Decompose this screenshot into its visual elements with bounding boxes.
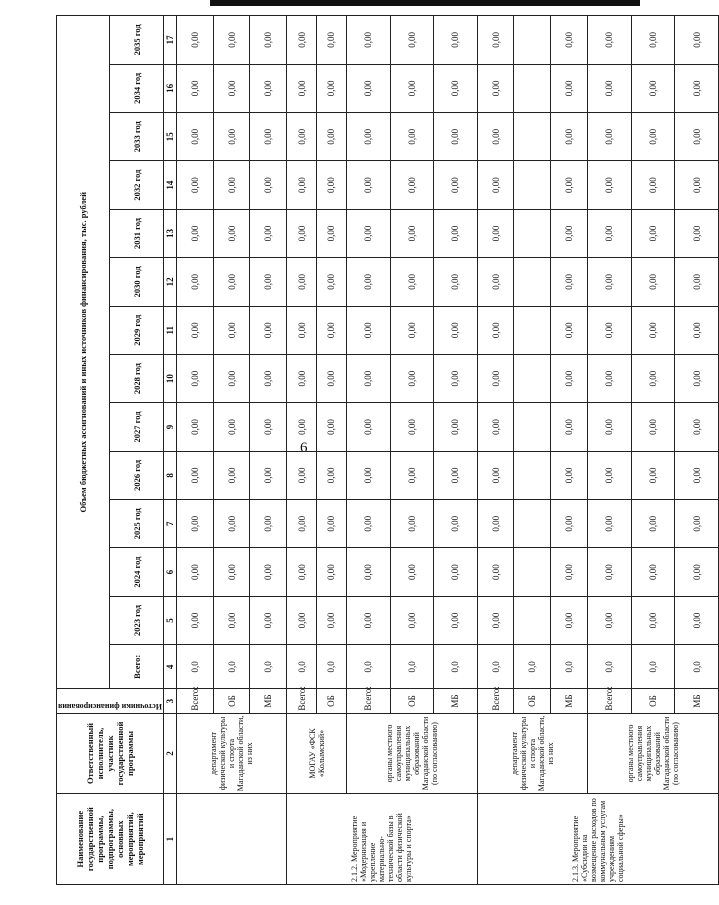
column-number: 8	[163, 451, 176, 499]
value-cell: 0,00	[176, 209, 213, 257]
value-cell: 0,00	[675, 403, 719, 451]
source-cell: ОБ	[514, 689, 551, 713]
value-cell: 0,00	[346, 16, 390, 65]
value-cell: 0,00	[176, 596, 213, 644]
value-cell: 0,00	[176, 500, 213, 548]
value-cell: 0,00	[551, 258, 588, 306]
value-cell: 0,00	[631, 500, 675, 548]
column-number: 16	[163, 64, 176, 112]
value-cell: 0,00	[213, 596, 250, 644]
total-cell: 0,0	[390, 645, 434, 689]
value-cell: 0,00	[675, 113, 719, 161]
value-cell: 0,00	[477, 16, 514, 65]
value-cell: 0,00	[390, 258, 434, 306]
value-cell: 0,00	[287, 451, 317, 499]
column-number: 17	[163, 16, 176, 65]
value-cell: 0,00	[477, 306, 514, 354]
value-cell: 0,00	[477, 596, 514, 644]
column-number: 1	[163, 794, 176, 885]
value-cell	[514, 209, 551, 257]
column-number: 9	[163, 403, 176, 451]
value-cell: 0,00	[250, 16, 287, 65]
value-cell: 0,00	[675, 258, 719, 306]
value-cell: 0,00	[176, 403, 213, 451]
value-cell: 0,00	[551, 354, 588, 402]
value-cell: 0,00	[317, 500, 347, 548]
value-cell: 0,00	[176, 64, 213, 112]
value-cell: 0,00	[287, 161, 317, 209]
value-cell: 0,00	[250, 354, 287, 402]
value-cell: 0,00	[434, 354, 478, 402]
value-cell	[514, 596, 551, 644]
value-cell: 0,00	[675, 64, 719, 112]
value-cell: 0,00	[631, 548, 675, 596]
header-executor: Ответственный исполнитель, участник государственной программы	[57, 713, 164, 794]
column-number: 10	[163, 354, 176, 402]
column-number: 15	[163, 113, 176, 161]
value-cell: 0,00	[390, 500, 434, 548]
value-cell: 0,00	[250, 451, 287, 499]
value-cell	[514, 500, 551, 548]
value-cell: 0,00	[317, 258, 347, 306]
value-cell: 0,00	[287, 258, 317, 306]
value-cell: 0,00	[250, 403, 287, 451]
column-number: 2	[163, 713, 176, 794]
value-cell: 0,00	[287, 548, 317, 596]
value-cell: 0,00	[587, 451, 631, 499]
value-cell: 0,00	[551, 64, 588, 112]
column-number: 14	[163, 161, 176, 209]
column-number: 3	[163, 689, 176, 713]
value-cell: 0,00	[287, 403, 317, 451]
value-cell: 0,00	[477, 209, 514, 257]
value-cell: 0,00	[346, 596, 390, 644]
header-year: 2026 год	[110, 451, 164, 499]
value-cell: 0,00	[213, 64, 250, 112]
value-cell: 0,00	[317, 451, 347, 499]
value-cell: 0,00	[434, 209, 478, 257]
header-total: Всего:	[110, 645, 164, 689]
header-year: 2028 год	[110, 354, 164, 402]
value-cell: 0,00	[317, 64, 347, 112]
value-cell: 0,00	[317, 548, 347, 596]
top-edge-line	[210, 0, 640, 6]
value-cell	[514, 306, 551, 354]
total-cell: 0,0	[346, 645, 390, 689]
value-cell: 0,00	[346, 354, 390, 402]
header-year: 2027 год	[110, 403, 164, 451]
value-cell: 0,00	[631, 596, 675, 644]
value-cell: 0,00	[631, 113, 675, 161]
value-cell: 0,00	[551, 209, 588, 257]
total-cell: 0,0	[631, 645, 675, 689]
value-cell: 0,00	[213, 403, 250, 451]
value-cell: 0,00	[675, 306, 719, 354]
total-cell: 0,0	[434, 645, 478, 689]
value-cell: 0,00	[390, 403, 434, 451]
value-cell: 0,00	[176, 16, 213, 65]
value-cell: 0,00	[631, 403, 675, 451]
value-cell: 0,00	[390, 64, 434, 112]
total-cell: 0,0	[551, 645, 588, 689]
column-number: 11	[163, 306, 176, 354]
financing-table	[56, 15, 719, 885]
value-cell: 0,00	[176, 258, 213, 306]
value-cell: 0,00	[477, 258, 514, 306]
header-year: 2031 год	[110, 209, 164, 257]
value-cell: 0,00	[551, 16, 588, 65]
header-source-text: Источники финансирования	[58, 701, 162, 711]
value-cell: 0,00	[477, 113, 514, 161]
value-cell: 0,00	[390, 113, 434, 161]
column-number: 13	[163, 209, 176, 257]
value-cell: 0,00	[675, 596, 719, 644]
value-cell: 0,00	[477, 64, 514, 112]
value-cell: 0,00	[287, 16, 317, 65]
value-cell: 0,00	[213, 306, 250, 354]
column-number: 7	[163, 500, 176, 548]
value-cell: 0,00	[434, 500, 478, 548]
value-cell: 0,00	[390, 451, 434, 499]
value-cell: 0,00	[675, 209, 719, 257]
executor-cell: органы местного самоуправления муниципальных образований Магаданской области (по согласованию)	[587, 713, 718, 794]
value-cell	[514, 113, 551, 161]
total-cell: 0,0	[250, 645, 287, 689]
value-cell: 0,00	[434, 451, 478, 499]
value-cell: 0,00	[317, 161, 347, 209]
value-cell: 0,00	[390, 306, 434, 354]
value-cell: 0,00	[477, 548, 514, 596]
total-cell: 0,0	[675, 645, 719, 689]
value-cell: 0,00	[675, 500, 719, 548]
value-cell: 0,00	[250, 306, 287, 354]
value-cell: 0,00	[587, 596, 631, 644]
value-cell: 0,00	[390, 548, 434, 596]
value-cell	[514, 16, 551, 65]
value-cell: 0,00	[587, 306, 631, 354]
value-cell: 0,00	[250, 161, 287, 209]
value-cell: 0,00	[176, 161, 213, 209]
source-cell: Всего:	[176, 689, 213, 713]
column-number-row	[163, 16, 176, 885]
value-cell: 0,00	[317, 596, 347, 644]
total-cell: 0,0	[514, 645, 551, 689]
value-cell: 0,00	[317, 354, 347, 402]
value-cell	[514, 161, 551, 209]
value-cell	[514, 64, 551, 112]
value-cell: 0,00	[434, 306, 478, 354]
value-cell: 0,00	[390, 596, 434, 644]
table-body	[176, 16, 718, 885]
value-cell: 0,00	[250, 258, 287, 306]
value-cell: 0,00	[587, 354, 631, 402]
value-cell: 0,00	[477, 403, 514, 451]
value-cell: 0,00	[176, 113, 213, 161]
source-cell: Всего:	[587, 689, 631, 713]
value-cell: 0,00	[434, 113, 478, 161]
value-cell: 0,00	[434, 596, 478, 644]
source-cell: МБ	[551, 689, 588, 713]
total-cell: 0,0	[587, 645, 631, 689]
program-name-cell: 2.1.2. Мероприятие «Модернизация и укрепление материально-технической базы в области физической культуры и спорта»	[287, 794, 478, 885]
value-cell: 0,00	[250, 596, 287, 644]
header-group: Объем бюджетных ассигнований и иных источников финансирования, тыс. рублей	[57, 16, 110, 689]
source-cell: МБ	[675, 689, 719, 713]
value-cell: 0,00	[587, 403, 631, 451]
header-year: 2033 год	[110, 113, 164, 161]
value-cell: 0,00	[477, 354, 514, 402]
total-cell: 0,0	[213, 645, 250, 689]
value-cell: 0,00	[631, 354, 675, 402]
value-cell: 0,00	[346, 258, 390, 306]
value-cell: 0,00	[587, 209, 631, 257]
value-cell: 0,00	[213, 354, 250, 402]
executor-cell: департамент физической культуры и спорта Магаданской области, из них	[176, 713, 286, 794]
total-cell: 0,0	[176, 645, 213, 689]
value-cell: 0,00	[477, 451, 514, 499]
value-cell: 0,00	[434, 64, 478, 112]
value-cell: 0,00	[434, 258, 478, 306]
total-cell: 0,0	[477, 645, 514, 689]
header-year: 2030 год	[110, 258, 164, 306]
value-cell: 0,00	[390, 16, 434, 65]
value-cell: 0,00	[434, 548, 478, 596]
source-cell: ОБ	[317, 689, 347, 713]
value-cell: 0,00	[213, 161, 250, 209]
value-cell: 0,00	[287, 354, 317, 402]
header-source	[57, 689, 164, 713]
value-cell: 0,00	[551, 451, 588, 499]
table-row	[346, 16, 390, 885]
value-cell	[514, 354, 551, 402]
value-cell	[514, 403, 551, 451]
total-cell: 0,0	[287, 645, 317, 689]
value-cell: 0,00	[176, 354, 213, 402]
value-cell: 0,00	[587, 548, 631, 596]
value-cell: 0,00	[213, 451, 250, 499]
executor-cell: департамент физической культуры и спорта Магаданской области, из них	[477, 713, 587, 794]
value-cell: 0,00	[587, 113, 631, 161]
value-cell: 0,00	[213, 16, 250, 65]
program-name-cell: 2.1.3. Мероприятие «Субсидии на возмещение расходов по коммунальным услугам учреждениям социальной сферы»	[477, 794, 718, 885]
value-cell: 0,00	[631, 451, 675, 499]
value-cell: 0,00	[287, 500, 317, 548]
value-cell: 0,00	[631, 16, 675, 65]
value-cell: 0,00	[390, 161, 434, 209]
value-cell: 0,00	[551, 403, 588, 451]
table-row	[176, 16, 213, 885]
source-cell: МБ	[434, 689, 478, 713]
value-cell: 0,00	[434, 16, 478, 65]
value-cell: 0,00	[346, 209, 390, 257]
value-cell: 0,00	[477, 500, 514, 548]
source-cell: ОБ	[390, 689, 434, 713]
value-cell: 0,00	[317, 209, 347, 257]
header-year: 2023 год	[110, 596, 164, 644]
value-cell: 0,00	[346, 113, 390, 161]
value-cell: 0,00	[176, 548, 213, 596]
value-cell: 0,00	[317, 16, 347, 65]
source-cell: Всего:	[477, 689, 514, 713]
value-cell: 0,00	[675, 548, 719, 596]
value-cell: 0,00	[587, 161, 631, 209]
source-cell: ОБ	[213, 689, 250, 713]
value-cell: 0,00	[434, 403, 478, 451]
source-cell: Всего:	[287, 689, 317, 713]
source-cell: ОБ	[631, 689, 675, 713]
value-cell: 0,00	[317, 403, 347, 451]
value-cell: 0,00	[287, 306, 317, 354]
value-cell	[514, 548, 551, 596]
value-cell: 0,00	[250, 500, 287, 548]
value-cell: 0,00	[631, 64, 675, 112]
value-cell: 0,00	[213, 113, 250, 161]
column-number: 6	[163, 548, 176, 596]
value-cell: 0,00	[346, 548, 390, 596]
value-cell: 0,00	[675, 16, 719, 65]
value-cell: 0,00	[213, 209, 250, 257]
column-number: 5	[163, 596, 176, 644]
header-year: 2032 год	[110, 161, 164, 209]
value-cell: 0,00	[287, 64, 317, 112]
value-cell: 0,00	[213, 500, 250, 548]
value-cell	[514, 451, 551, 499]
value-cell: 0,00	[213, 258, 250, 306]
header-year: 2034 год	[110, 64, 164, 112]
value-cell: 0,00	[346, 403, 390, 451]
page-number: 6	[300, 440, 308, 456]
value-cell: 0,00	[631, 258, 675, 306]
value-cell: 0,00	[250, 113, 287, 161]
value-cell: 0,00	[551, 548, 588, 596]
value-cell: 0,00	[250, 64, 287, 112]
source-cell: МБ	[250, 689, 287, 713]
header-year: 2029 год	[110, 306, 164, 354]
header-row-1	[57, 16, 110, 885]
value-cell: 0,00	[176, 306, 213, 354]
executor-cell: МОГАУ «ФСК «Колымский»	[287, 713, 347, 794]
executor-cell: органы местного самоуправления муниципальных образований Магаданской области (по согласованию)	[346, 713, 477, 794]
table-row	[587, 16, 631, 885]
value-cell: 0,00	[346, 306, 390, 354]
value-cell: 0,00	[631, 306, 675, 354]
value-cell: 0,00	[434, 161, 478, 209]
program-name-cell	[176, 794, 286, 885]
value-cell: 0,00	[675, 354, 719, 402]
value-cell: 0,00	[551, 161, 588, 209]
value-cell: 0,00	[587, 500, 631, 548]
value-cell: 0,00	[390, 354, 434, 402]
value-cell: 0,00	[631, 209, 675, 257]
header-program-name: Наименование государственной программы, подпрограммы, основных мероприятий, мероприятий	[57, 794, 164, 885]
value-cell: 0,00	[477, 161, 514, 209]
value-cell: 0,00	[551, 306, 588, 354]
value-cell: 0,00	[317, 113, 347, 161]
value-cell: 0,00	[287, 596, 317, 644]
value-cell: 0,00	[287, 113, 317, 161]
value-cell: 0,00	[287, 209, 317, 257]
value-cell: 0,00	[213, 548, 250, 596]
total-cell: 0,0	[317, 645, 347, 689]
header-year: 2035 год	[110, 16, 164, 65]
value-cell: 0,00	[346, 64, 390, 112]
value-cell	[514, 258, 551, 306]
rotated-table-wrapper	[56, 15, 702, 885]
value-cell: 0,00	[631, 161, 675, 209]
value-cell: 0,00	[250, 548, 287, 596]
table-row	[287, 16, 317, 885]
value-cell: 0,00	[390, 209, 434, 257]
value-cell: 0,00	[675, 451, 719, 499]
value-cell: 0,00	[317, 306, 347, 354]
value-cell: 0,00	[587, 258, 631, 306]
value-cell: 0,00	[675, 161, 719, 209]
header-year: 2024 год	[110, 548, 164, 596]
value-cell: 0,00	[176, 451, 213, 499]
value-cell: 0,00	[551, 596, 588, 644]
value-cell: 0,00	[250, 209, 287, 257]
value-cell: 0,00	[346, 451, 390, 499]
value-cell: 0,00	[346, 161, 390, 209]
value-cell: 0,00	[587, 16, 631, 65]
source-cell: Всего:	[346, 689, 390, 713]
value-cell: 0,00	[587, 64, 631, 112]
table-row	[477, 16, 514, 885]
column-number: 4	[163, 645, 176, 689]
value-cell: 0,00	[346, 500, 390, 548]
value-cell: 0,00	[551, 113, 588, 161]
column-number: 12	[163, 258, 176, 306]
header-year: 2025 год	[110, 500, 164, 548]
value-cell: 0,00	[551, 500, 588, 548]
